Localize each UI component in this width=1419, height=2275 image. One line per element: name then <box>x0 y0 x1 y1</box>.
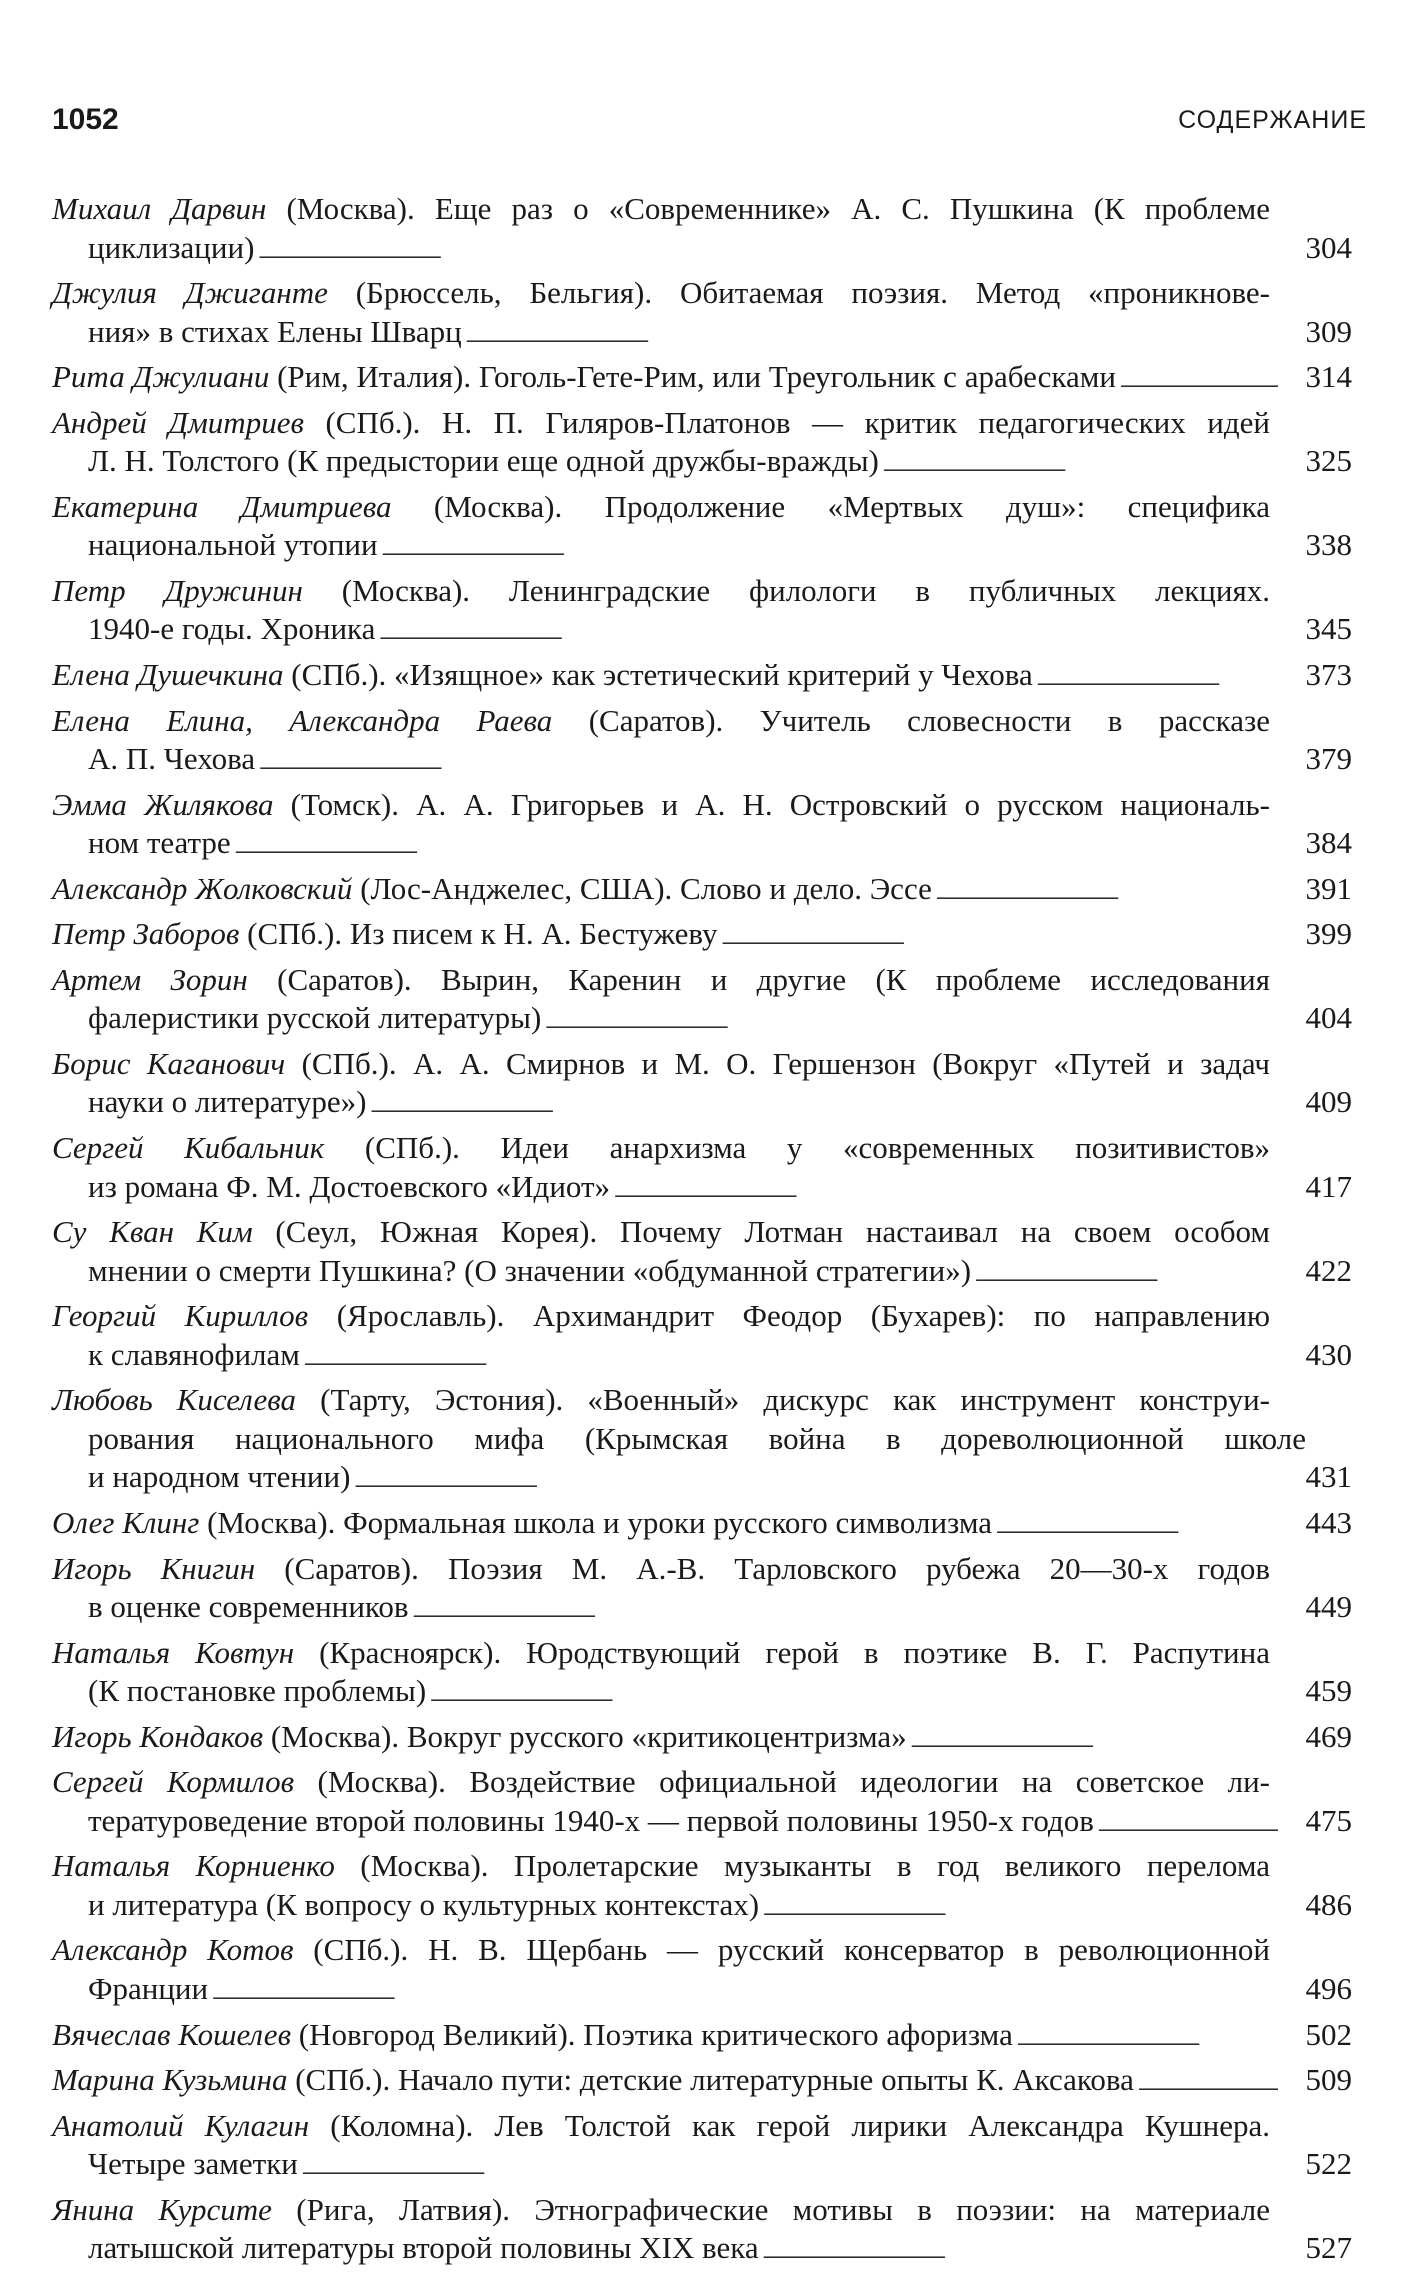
dot-leader <box>883 442 1278 488</box>
toc-entry <box>52 2107 1352 2191</box>
toc-title-text: (Лос-Анджелес, США). Слово и дело. Эссе <box>352 870 932 906</box>
toc-title-text: (Тарту, Эстония). «Военный» дискурс как инструмент конструи- <box>296 1382 1271 1418</box>
toc-title-text: (Коломна). Лев Толстой как герой лирики Александра Кушнера. <box>309 2107 1271 2143</box>
toc-title-text: (Москва). Пролетарские музыканты в год великого перелома <box>334 1848 1270 1884</box>
toc-author: Наталья Ковтун <box>52 1634 295 1670</box>
toc-entry <box>52 1718 1352 1764</box>
toc-author: Рита Джулиани <box>52 359 270 395</box>
toc-title-text: и народном чтении) <box>88 1459 351 1495</box>
toc-title-text: рования национального мифа (Крымская война в дореволюционной школе <box>88 1420 1306 1456</box>
toc-title-text: в оценке современников <box>88 1589 409 1625</box>
toc-entry <box>52 274 1352 358</box>
toc-page-number: 384 <box>1305 825 1352 861</box>
toc-title-text: (Сеул, Южная Корея). Почему Лотман настаивал на своем особом <box>252 1214 1270 1250</box>
toc-entry-line <box>52 1168 1352 1214</box>
toc-page-number: 309 <box>1305 313 1352 349</box>
dot-leader <box>302 2145 1278 2191</box>
toc-author: Елена Душечкина <box>52 657 284 693</box>
toc-author: Марина Кузьмина <box>52 2062 288 2098</box>
toc-page-number: 522 <box>1305 2146 1352 2182</box>
toc-title-text: 1940-е годы. Хроника <box>88 611 376 647</box>
toc-title-text: из романа Ф. М. Достоевского «Идиот» <box>88 1168 611 1204</box>
toc-title-text: (СПб.). Н. В. Щербань — русский консерватор в революционной <box>293 1932 1270 1968</box>
toc-entry-line <box>52 1129 1352 1168</box>
toc-entry <box>52 2016 1352 2062</box>
toc-entry-line <box>52 572 1352 611</box>
toc-entry-line <box>52 2145 1352 2191</box>
toc-entry <box>52 1129 1352 1213</box>
toc-author: Су Кван Ким <box>52 1214 253 1250</box>
toc-title-text: (СПб.). Идеи анархизма у «современных позитивистов» <box>324 1130 1270 1166</box>
toc-title-text: (К постановке проблемы) <box>88 1673 427 1709</box>
toc-entry-line <box>52 2016 1352 2062</box>
toc-entry <box>52 702 1352 786</box>
toc-title-text: (Брюссель, Бельгия). Обитаемая поэзия. Метод «проникнове- <box>327 275 1270 311</box>
toc-entry-line <box>52 1297 1352 1336</box>
toc-title-text: (Москва). Формальная школа и уроки русского символизма <box>199 1504 993 1540</box>
toc-author: Георгий Кириллов <box>52 1298 309 1334</box>
toc-title-text: (СПб.). «Изящное» как эстетический критерий у Чехова <box>283 657 1033 693</box>
toc-entry <box>52 2191 1352 2275</box>
toc-entry <box>52 1550 1352 1634</box>
toc-entry-line <box>52 961 1352 1000</box>
toc-entry-line <box>52 1420 1352 1459</box>
toc-entry <box>52 1213 1352 1297</box>
toc-entry <box>52 961 1352 1045</box>
toc-page-number: 430 <box>1305 1336 1352 1372</box>
dot-leader <box>382 526 1278 572</box>
toc-entry <box>52 1763 1352 1847</box>
toc-author: Артем Зорин <box>52 961 248 997</box>
toc-title-text: Франции <box>88 1970 209 2006</box>
toc-author: Александр Котов <box>52 1932 294 1968</box>
toc-page-number: 391 <box>1305 870 1352 906</box>
toc-entry-line <box>52 1550 1352 1589</box>
toc-entry-line <box>52 442 1352 488</box>
toc-title-text: фалеристики русской литературы) <box>88 1000 542 1036</box>
toc-title-text: (Саратов). Поэзия М. А.-В. Тарловского рубежа 20—30-х годов <box>255 1550 1270 1586</box>
toc-entry-line <box>52 1213 1352 1252</box>
toc-entry <box>52 915 1352 961</box>
toc-author: Сергей Кормилов <box>52 1764 295 1800</box>
toc-page-number: 527 <box>1305 2230 1352 2266</box>
toc-page-number: 338 <box>1305 527 1352 563</box>
toc-author: Михаил Дарвин <box>52 191 267 226</box>
toc-entry-line <box>52 2061 1352 2107</box>
toc-title-text: (СПб.). А. А. Смирнов и М. О. Гершензон (Вокруг «Путей и задач <box>285 1045 1270 1081</box>
dot-leader <box>1120 358 1278 404</box>
dot-leader <box>258 229 1278 275</box>
toc-author: Александр Жолковский <box>52 870 353 906</box>
toc-page-number: 417 <box>1305 1168 1352 1204</box>
toc-author: Наталья Корниенко <box>52 1848 335 1884</box>
toc-entry-line <box>52 740 1352 786</box>
dot-leader <box>1017 2016 1278 2062</box>
page-number: 1052 <box>52 103 119 136</box>
dot-leader <box>996 1504 1278 1550</box>
toc-author: Янина Курсите <box>52 2191 272 2227</box>
dot-leader <box>1037 656 1278 702</box>
toc-entry-line <box>52 313 1352 359</box>
toc-entry-line <box>52 1336 1352 1382</box>
dot-leader <box>370 1083 1278 1129</box>
dot-leader <box>721 915 1278 961</box>
toc-entry-line <box>52 1588 1352 1634</box>
toc-entry <box>52 358 1352 404</box>
toc-page-number: 486 <box>1305 1886 1352 1922</box>
toc-entry-line <box>52 656 1352 702</box>
toc-entry-line <box>52 1045 1352 1084</box>
toc-entry-line <box>52 526 1352 572</box>
toc-title-text: к славянофилам <box>88 1336 300 1372</box>
toc-page-number: 379 <box>1305 741 1352 777</box>
toc-entry-line <box>52 274 1352 313</box>
toc-title-text: (Рим, Италия). Гоголь-Гете-Рим, или Треугольник с арабесками <box>269 359 1116 395</box>
toc-title-text: мнении о смерти Пушкина? (О значении «обдуманной стратегии») <box>88 1252 972 1288</box>
toc-author: Любовь Киселева <box>52 1382 297 1418</box>
toc-entry-line <box>52 1847 1352 1886</box>
toc-entry <box>52 786 1352 870</box>
toc-page-number: 469 <box>1305 1718 1352 1754</box>
toc-author: Андрей Дмитриев <box>52 404 304 440</box>
toc-title-text: (Москва). Еще раз о «Современнике» А. С. Пушкина (К проблеме <box>266 191 1271 226</box>
toc-entry-line <box>52 702 1352 741</box>
toc-title-text: циклизации) <box>88 229 255 265</box>
dot-leader <box>936 870 1278 916</box>
toc-author: Игорь Книгин <box>52 1550 256 1586</box>
toc-entry <box>52 2061 1352 2107</box>
toc-title-text: национальной утопии <box>88 527 378 563</box>
toc-title-text: (Саратов). Учитель словесности в рассказе <box>552 702 1270 738</box>
toc-author: Елена Елина, Александра Раева <box>52 702 553 738</box>
toc-entry <box>52 572 1352 656</box>
toc-page-number: 431 <box>1305 1459 1352 1495</box>
toc-entry-line <box>52 229 1352 275</box>
toc-entry-line <box>52 1504 1352 1550</box>
dot-leader <box>259 740 1278 786</box>
toc-author: Эмма Жилякова <box>52 786 274 822</box>
dot-leader <box>354 1458 1278 1504</box>
dot-leader <box>763 2229 1278 2275</box>
dot-leader <box>379 610 1278 656</box>
dot-leader <box>545 999 1278 1045</box>
toc-title-text: (СПб.). Начало пути: детские литературные опыты К. Аксакова <box>287 2062 1134 2098</box>
toc-entry-line <box>52 1931 1352 1970</box>
toc-title-text: (Москва). Воздействие официальной идеологии на советское ли- <box>294 1764 1270 1800</box>
toc-title-text: (Ярославль). Архимандрит Феодор (Бухарев): по направлению <box>308 1298 1270 1334</box>
toc-title-text: науки о литературе») <box>88 1084 367 1120</box>
toc-entry-line <box>52 190 1352 229</box>
running-head: СОДЕРЖАНИЕ <box>1178 106 1367 134</box>
toc-title-text: (Новгород Великий). Поэтика критического афоризма <box>291 2016 1013 2052</box>
toc-entry <box>52 656 1352 702</box>
toc-page-number: 404 <box>1305 1000 1352 1036</box>
toc-page-number: 502 <box>1305 2016 1352 2052</box>
toc-entry <box>52 1381 1352 1504</box>
dot-leader <box>614 1168 1278 1214</box>
dot-leader <box>304 1336 1278 1382</box>
toc-entry <box>52 1634 1352 1718</box>
toc-page-number: 449 <box>1305 1589 1352 1625</box>
toc-title-text: (Рига, Латвия). Этнографические мотивы в поэзии: на материале <box>271 2191 1270 2227</box>
toc-title-text: Л. Н. Толстого (К предыстории еще одной дружбы-вражды) <box>88 443 879 479</box>
toc-title-text: (Москва). Вокруг русского «критикоцентризма» <box>263 1718 907 1754</box>
toc-entry-line <box>52 404 1352 443</box>
toc-page-number: 459 <box>1305 1673 1352 1709</box>
toc-entry-line <box>52 2107 1352 2146</box>
toc-author: Вячеслав Кошелев <box>52 2016 292 2052</box>
toc-entry-line <box>52 1970 1352 2016</box>
toc-entry-line <box>52 1381 1352 1420</box>
toc-entry <box>52 190 1352 274</box>
table-of-contents <box>52 190 1352 2275</box>
toc-entry-line <box>52 1886 1352 1932</box>
toc-title-text: (СПб.). Из писем к Н. А. Бестужеву <box>239 916 718 952</box>
toc-entry-line <box>52 488 1352 527</box>
dot-leader <box>466 313 1278 359</box>
toc-entry <box>52 1297 1352 1381</box>
toc-entry-line <box>52 1252 1352 1298</box>
toc-entry-line <box>52 824 1352 870</box>
toc-entry <box>52 1931 1352 2015</box>
dot-leader <box>1098 1802 1278 1848</box>
dot-leader <box>212 1970 1278 2016</box>
toc-page-number: 314 <box>1305 359 1352 395</box>
toc-author: Анатолий Кулагин <box>52 2107 310 2143</box>
page-header <box>52 100 1367 140</box>
dot-leader <box>975 1252 1278 1298</box>
dot-leader <box>911 1718 1278 1764</box>
toc-entry <box>52 1045 1352 1129</box>
toc-page-number: 345 <box>1305 611 1352 647</box>
toc-title-text: А. П. Чехова <box>88 741 256 777</box>
toc-entry-line <box>52 786 1352 825</box>
toc-author: Олег Клинг <box>52 1504 200 1540</box>
toc-author: Джулия Джиганте <box>52 275 328 311</box>
toc-title-text: (Москва). Ленинградские филологи в публичных лекциях. <box>302 572 1270 608</box>
toc-entry-line <box>52 870 1352 916</box>
toc-entry <box>52 1504 1352 1550</box>
toc-title-text: (СПб.). Н. П. Гиляров-Платонов — критик педагогических идей <box>303 404 1270 440</box>
toc-entry <box>52 404 1352 488</box>
toc-entry-line <box>52 1802 1352 1848</box>
toc-author: Борис Каганович <box>52 1045 286 1081</box>
dot-leader <box>430 1672 1278 1718</box>
toc-entry <box>52 488 1352 572</box>
toc-page-number: 509 <box>1305 2062 1352 2098</box>
dot-leader <box>235 824 1278 870</box>
toc-page-number: 443 <box>1305 1504 1352 1540</box>
toc-author: Игорь Кондаков <box>52 1718 264 1754</box>
toc-entry-line <box>52 999 1352 1045</box>
toc-entry-line <box>52 915 1352 961</box>
toc-entry-line <box>52 1718 1352 1764</box>
toc-entry <box>52 1847 1352 1931</box>
toc-page-number: 409 <box>1305 1084 1352 1120</box>
toc-page-number: 373 <box>1305 657 1352 693</box>
toc-author: Екатерина Дмитриева <box>52 488 392 524</box>
toc-title-text: ния» в стихах Елены Шварц <box>88 313 462 349</box>
toc-title-text: (Саратов). Вырин, Каренин и другие (К проблеме исследования <box>247 961 1270 997</box>
toc-page-number: 304 <box>1305 229 1352 265</box>
toc-entry-line <box>52 1763 1352 1802</box>
toc-entry <box>52 870 1352 916</box>
toc-title-text: и литература (К вопросу о культурных контекстах) <box>88 1886 760 1922</box>
toc-page-number: 325 <box>1305 443 1352 479</box>
toc-title-text: ном театре <box>88 825 231 861</box>
toc-entry-line <box>52 2191 1352 2230</box>
toc-page-number: 475 <box>1305 1802 1352 1838</box>
toc-title-text: (Москва). Продолжение «Мертвых душ»: специфика <box>391 488 1270 524</box>
toc-entry-line <box>52 358 1352 404</box>
dot-leader <box>413 1588 1278 1634</box>
toc-title-text: (Томск). А. А. Григорьев и А. Н. Островский о русском националь- <box>273 786 1270 822</box>
toc-title-text: тературоведение второй половины 1940-х — первой половины 1950-х годов <box>88 1802 1094 1838</box>
toc-entry-line <box>52 1634 1352 1673</box>
toc-entry-line <box>52 610 1352 656</box>
toc-author: Петр Дружинин <box>52 572 303 608</box>
dot-leader <box>1138 2061 1278 2107</box>
toc-page-number: 422 <box>1305 1252 1352 1288</box>
dot-leader <box>763 1886 1278 1932</box>
toc-page-number: 399 <box>1305 916 1352 952</box>
toc-entry-line <box>52 1458 1352 1504</box>
toc-author: Сергей Кибальник <box>52 1130 325 1166</box>
toc-author: Петр Заборов <box>52 916 240 952</box>
toc-title-text: латышской литературы второй половины XIX века <box>88 2230 759 2266</box>
toc-title-text: Четыре заметки <box>88 2146 298 2182</box>
toc-page-number: 496 <box>1305 1970 1352 2006</box>
toc-title-text: (Красноярск). Юродствующий герой в поэтике В. Г. Распутина <box>294 1634 1270 1670</box>
toc-entry-line <box>52 2229 1352 2275</box>
toc-entry-line <box>52 1672 1352 1718</box>
toc-entry-line <box>52 1083 1352 1129</box>
